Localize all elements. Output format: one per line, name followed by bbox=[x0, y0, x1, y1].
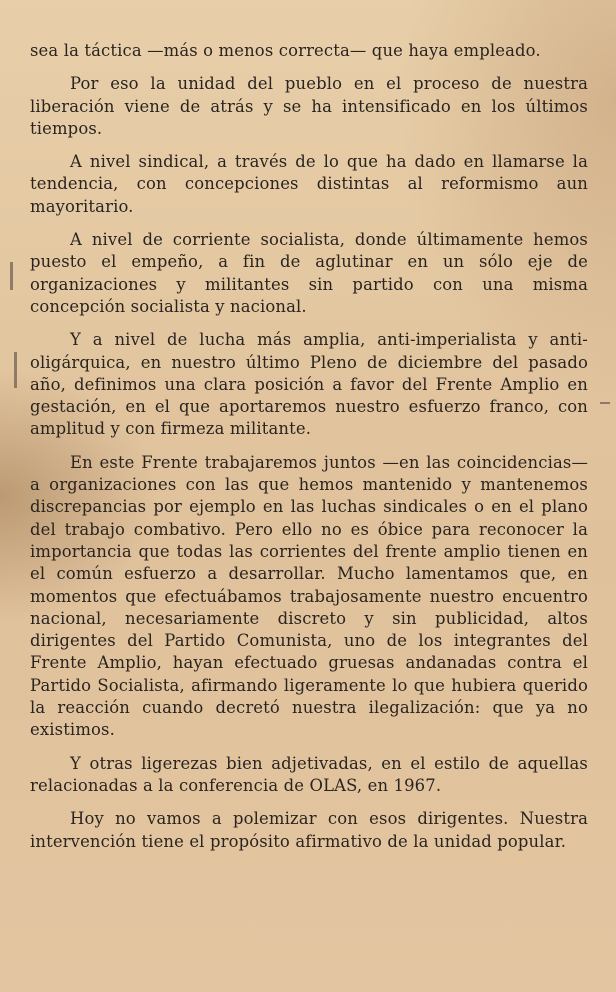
paragraph-1: sea la táctica —más o menos correcta— que haya empleado. bbox=[30, 41, 541, 60]
margin-mark bbox=[10, 262, 13, 290]
margin-mark bbox=[14, 352, 17, 388]
paragraph-2: Por eso la unidad del pueblo en el proceso de nuestra liberación viene de atrás y se ha intensificado en los últimos tiempos. bbox=[30, 74, 588, 138]
paragraph-3: A nivel sindical, a través de lo que ha dado en llamarse la tendencia, con concepciones distintas al reformismo aun mayoritario. bbox=[30, 152, 588, 216]
paragraph-4: A nivel de corriente socialista, donde últimamente hemos puesto el empeño, a fin de aglutinar en un sólo eje de organizaciones y militantes sin partido con una misma concepción socialista y nacional. bbox=[30, 230, 588, 316]
body-text bbox=[30, 40, 588, 864]
paragraph-6: En este Frente trabajaremos juntos —en las coincidencias— a organizaciones con las que hemos mantenido y mantenemos discrepancias por ejemplo en las luchas sindicales o en el plano del trabajo combativo. Pero ello no es óbice para reconocer la importancia que todas las corrientes del frente amplio tienen en el común esfuerzo a desarrollar. Mucho lamentamos que, en momentos que efectuábamos trabajosamente nuestro encuentro nacional, necesariamente discreto y sin publicidad, altos dirigentes del Partido Comunista, uno de los integrantes del Frente Amplio, hayan efectuado gruesas andanadas contra el Partido Socialista, afirmando ligeramente lo que hubiera querido la reacción cuando decretó nuestra ilegalización: que ya no existimos. bbox=[30, 452, 588, 740]
margin-mark bbox=[600, 402, 610, 404]
paragraph-5: Y a nivel de lucha más amplia, anti-imperialista y anti-oligárquica, en nuestro último Pleno de diciembre del pasado año, definimos una clara posición a favor del Frente Amplio en gestación, en el que aportaremos nuestro esfuerzo franco, con amplitud y con firmeza militante. bbox=[30, 330, 588, 439]
paragraph-7: Y otras ligerezas bien adjetivadas, en el estilo de aquellas relacionadas a la conferencia de OLAS, en 1967. bbox=[30, 753, 588, 795]
paragraph-8: Hoy no vamos a polemizar con esos dirigentes. Nuestra intervención tiene el propósito afirmativo de la unidad popular. bbox=[30, 809, 588, 851]
